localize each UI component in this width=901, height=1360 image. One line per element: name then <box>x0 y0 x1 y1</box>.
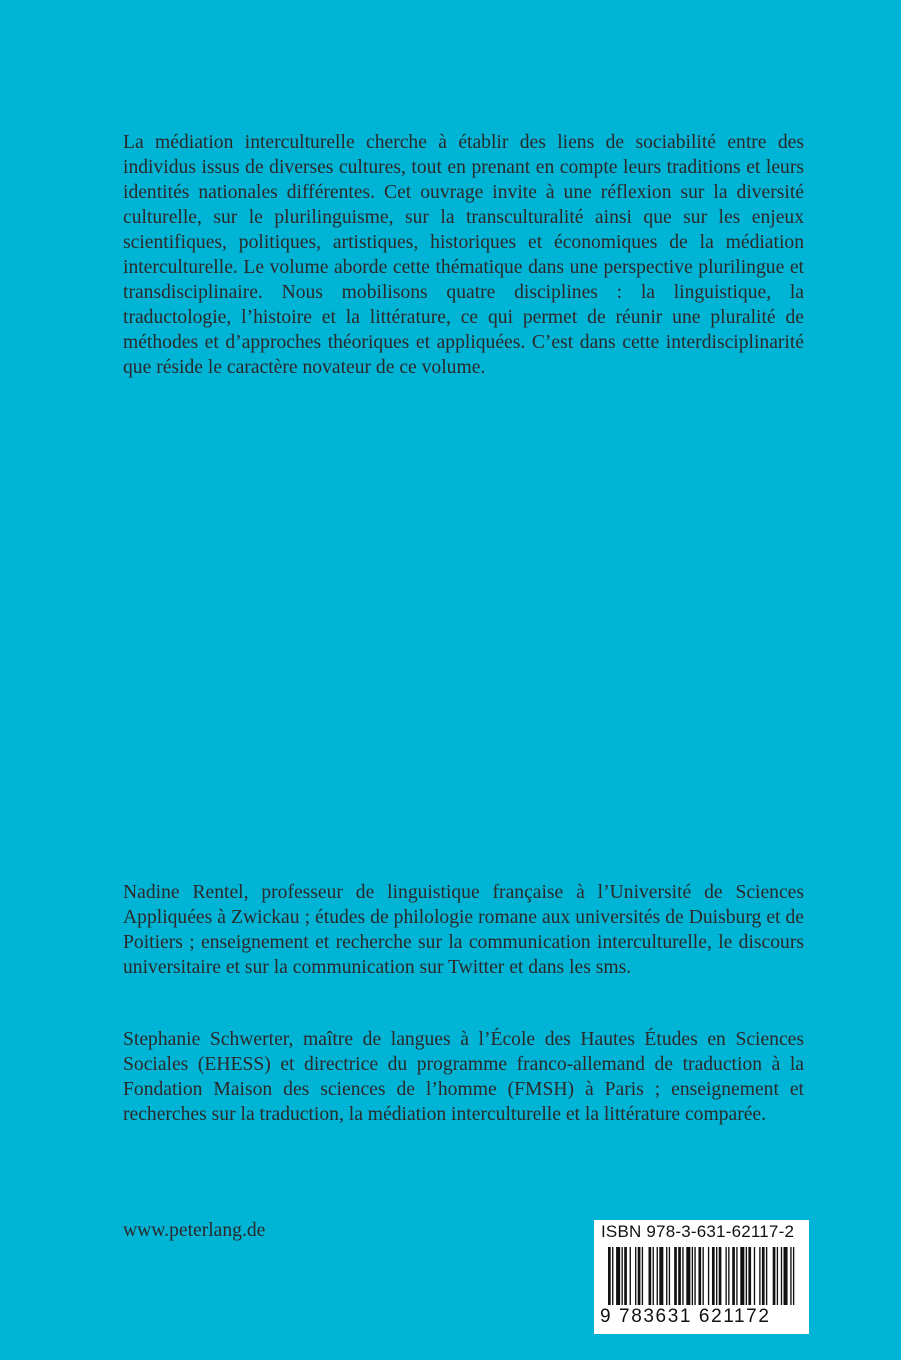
book-summary: La médiation interculturelle cherche à établir des liens de sociabilité entre des individus issus de diverses cultures, tout en prenant en compte leurs traditions et leurs identités nationales différentes. Cet ouvrage invite à une réflexion sur la diversité culturelle, sur le plurilinguisme, sur la transculturalité ainsi que sur les enjeux scientifiques, politiques, artistiques, historiques et économiques de la médiation interculturelle. Le volume aborde cette thématique dans une perspective plurilingue et transdisciplinaire. Nous mobilisons quatre disciplines : la linguistique, la traductologie, l’histoire et la littérature, ce qui permet de réunir une pluralité de méthodes et d’approches théoriques et appliquées. C’est dans cette interdisciplinarité que réside le caractère novateur de ce volume. <box>123 132 804 378</box>
publisher-website[interactable]: www.peterlang.de <box>123 1220 266 1241</box>
author-bio-schwerter: Stephanie Schwerter, maître de langues à l’École des Hautes Études en Sciences Sociales (EHESS) et directrice du programme franco-allemand de traduction à la Fondation Maison des sciences de l’homme (FMSH) à Paris ; enseignement et recherches sur la traduction, la médiation interculturelle et la littérature comparée. <box>123 1029 804 1125</box>
author-bio-rentel: Nadine Rentel, professeur de linguistique française à l’Université de Sciences Appliquées à Zwickau ; études de philologie romane aux universités de Duisburg et de Poitiers ; enseignement et recherche sur la communication interculturelle, le discours universitaire et sur la communication sur Twitter et dans les sms. <box>123 882 804 978</box>
ean-digits: 9 783631 621172 <box>600 1306 771 1327</box>
barcode-panel <box>594 1220 809 1334</box>
isbn-label: ISBN 978-3-631-62117-2 <box>601 1222 795 1241</box>
